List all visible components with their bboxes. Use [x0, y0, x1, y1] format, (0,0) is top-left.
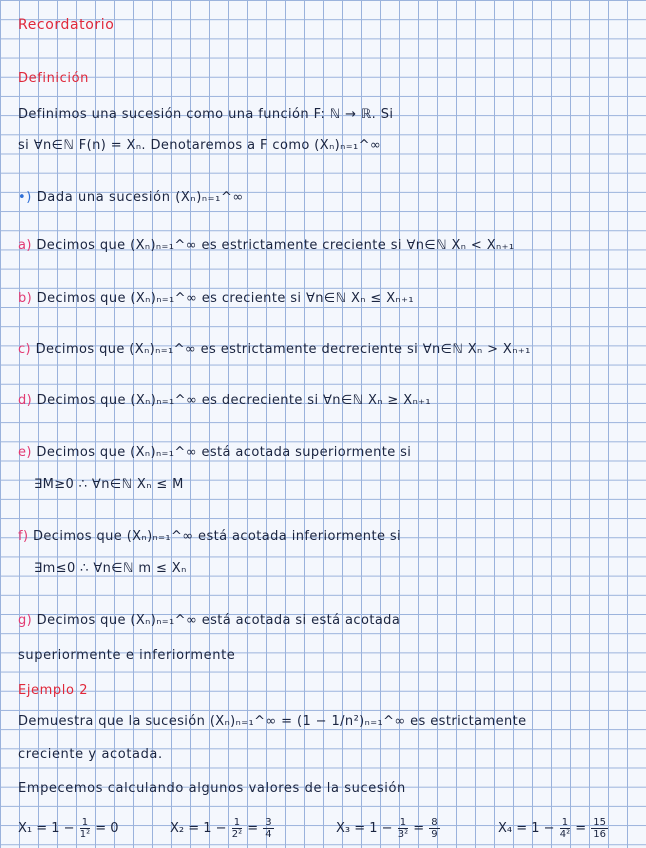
item-marker: e) — [18, 445, 32, 460]
definition-item-e — [18, 444, 640, 462]
item-text: Decimos que (Xₙ)ₙ₌₁^∞ está acotada superiormente si — [36, 445, 412, 460]
definition-item-f-condition: ∃m≤0 ∴ ∀n∈ℕ m ≤ Xₙ — [34, 561, 187, 576]
value-x1: X₁ = 1 − $\frac{1}{\text{1²}}$ = 0 — [18, 817, 119, 840]
fraction: $\frac{1}{\text{2²}}$ — [231, 817, 243, 840]
value-x2: X₂ = 1 − $\frac{1}{\text{2²}}$ = $\frac{3}{4}$ — [170, 817, 272, 840]
definition-item-b — [18, 290, 640, 308]
example-heading: Ejemplo 2 — [18, 683, 89, 698]
item-marker: g) — [18, 613, 33, 628]
example-line-1: Demuestra que la sucesión (Xₙ)ₙ₌₁^∞ = (1 − 1/n²)ₙ₌₁^∞ es estrictamente — [18, 714, 527, 729]
item-text: Decimos que (Xₙ)ₙ₌₁^∞ está acotada inferiormente si — [33, 529, 402, 544]
definition-heading: Definición — [18, 71, 89, 86]
fraction-result: $\frac{8}{9}$ — [431, 817, 438, 840]
item-marker: d) — [18, 393, 33, 408]
definition-line-1: Definimos una sucesión como una función F: ℕ → ℝ. Si — [18, 107, 394, 122]
item-text: Decimos que (Xₙ)ₙ₌₁^∞ es estrictamente creciente si ∀n∈ℕ Xₙ < Xₙ₊₁ — [36, 238, 515, 253]
intro-line — [18, 189, 640, 207]
fraction: $\frac{1}{\text{4²}}$ — [559, 817, 571, 840]
definition-item-g-continuation: superiormente e inferiormente — [18, 648, 236, 663]
fraction: $\frac{1}{\text{3²}}$ — [397, 817, 409, 840]
item-marker: b) — [18, 291, 33, 306]
value-x3: X₃ = 1 − $\frac{1}{\text{3²}}$ = $\frac{8}{9}$ — [336, 817, 438, 840]
definition-item-f — [18, 528, 640, 546]
item-text: Decimos que (Xₙ)ₙ₌₁^∞ es creciente si ∀n∈ℕ Xₙ ≤ Xₙ₊₁ — [36, 291, 414, 306]
bullet-marker: •) — [18, 190, 32, 205]
definition-line-2: si ∀n∈ℕ F(n) = Xₙ. Denotaremos a F como (Xₙ)ₙ₌₁^∞ — [18, 138, 382, 153]
definition-item-e-condition: ∃M≥0 ∴ ∀n∈ℕ Xₙ ≤ M — [34, 477, 184, 492]
fraction-result: $\frac{15}{16}$ — [593, 817, 607, 840]
item-text: Decimos que (Xₙ)ₙ₌₁^∞ está acotada si está acotada — [36, 613, 401, 628]
example-line-2: creciente y acotada. — [18, 747, 163, 762]
computed-values-row — [18, 811, 638, 847]
definition-item-d — [18, 392, 640, 410]
value-x4: X₄ = 1 − $\frac{1}{\text{4²}}$ = $\frac{15}{16}$ — [498, 817, 607, 840]
fraction: $\frac{1}{\text{1²}}$ — [79, 817, 91, 840]
item-text: Decimos que (Xₙ)ₙ₌₁^∞ es decreciente si ∀n∈ℕ Xₙ ≥ Xₙ₊₁ — [36, 393, 432, 408]
item-text: Decimos que (Xₙ)ₙ₌₁^∞ es estrictamente decreciente si ∀n∈ℕ Xₙ > Xₙ₊₁ — [35, 342, 531, 357]
definition-item-a — [18, 237, 640, 255]
item-marker: a) — [18, 238, 32, 253]
definition-item-g — [18, 612, 640, 630]
intro-text: Dada una sucesión (Xₙ)ₙ₌₁^∞ — [36, 190, 244, 205]
definition-item-c — [18, 341, 640, 359]
example-line-3: Empecemos calculando algunos valores de la sucesión — [18, 781, 406, 796]
page-title: Recordatorio — [18, 17, 115, 33]
item-marker: f) — [18, 529, 29, 544]
item-marker: c) — [18, 342, 32, 357]
fraction-result: $\frac{3}{4}$ — [265, 817, 272, 840]
